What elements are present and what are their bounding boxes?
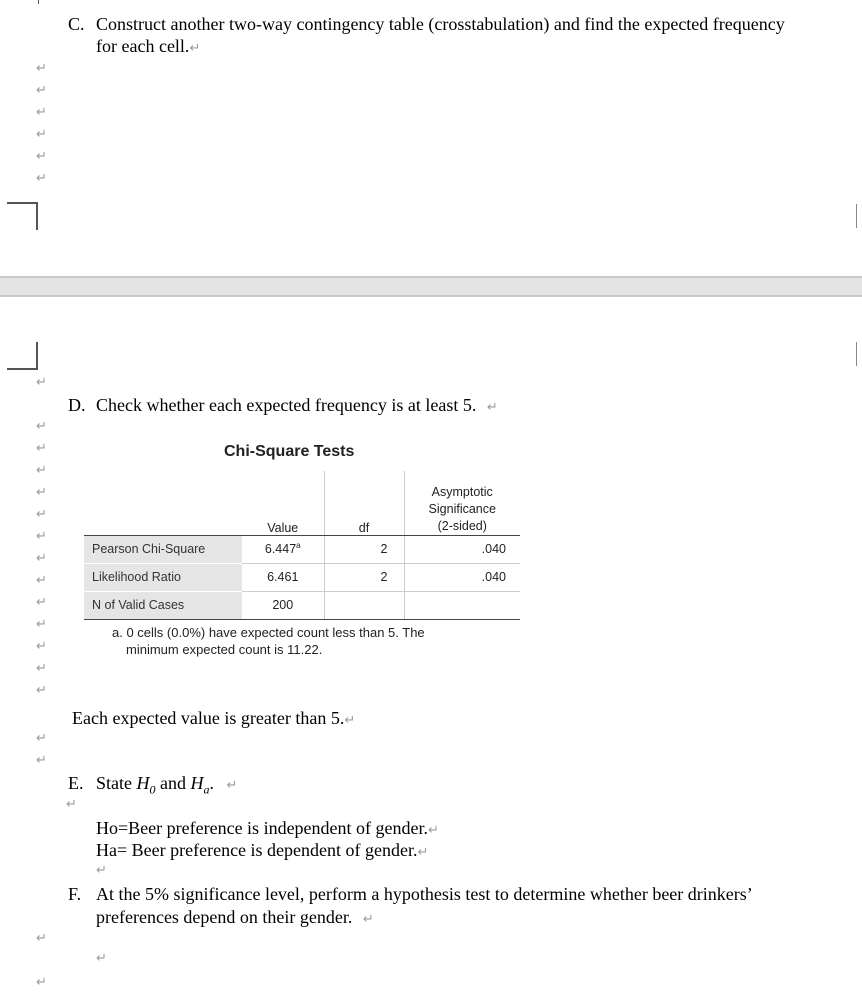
section-e-prefix: State [96, 773, 137, 793]
header-empty-cell [84, 471, 242, 535]
section-e-and: and [155, 773, 191, 793]
cell-df: 2 [324, 535, 404, 563]
paragraph-return-icon: ↵ [36, 127, 47, 142]
header-df: df [324, 471, 404, 535]
row-label-n-valid: N of Valid Cases [84, 591, 242, 619]
page-top-corner-mark [7, 342, 38, 370]
cell-value [242, 535, 324, 563]
ho-statement: Ho=Beer preference is independent of gender. [96, 818, 429, 838]
paragraph-return-icon: ↵ [36, 507, 47, 522]
header-sig-line3: (2-sided) [437, 518, 487, 533]
paragraph-return-icon: ↵ [36, 529, 47, 544]
section-f-line2: preferences depend on their gender. [96, 907, 353, 927]
paragraph-return-icon: ↵ [66, 797, 77, 812]
paragraph-return-icon: ↵ [96, 951, 107, 966]
cell-sig: .040 [404, 535, 520, 563]
ha-symbol [190, 773, 210, 797]
ha-base: H [190, 773, 204, 793]
section-c-line1: Construct another two-way contingency table (crosstabulation) and find the expected frequency [96, 14, 785, 34]
h0-sub: 0 [149, 782, 156, 797]
row-label-likelihood: Likelihood Ratio [84, 563, 242, 591]
header-value: Value [242, 471, 324, 535]
paragraph-return-icon: ↵ [36, 595, 47, 610]
paragraph-return-icon: ↵ [36, 171, 47, 186]
section-e-heading [96, 772, 237, 801]
paragraph-return-icon: ↵ [36, 485, 47, 500]
header-significance [404, 471, 520, 535]
page-bottom-corner-mark [7, 202, 38, 230]
paragraph-return-icon: ↵ [96, 863, 107, 878]
paragraph-return-icon: ↵ [36, 975, 47, 990]
table-footnote [112, 624, 425, 658]
paragraph-return-icon: ↵ [36, 661, 47, 676]
cell-value: 6.461 [242, 563, 324, 591]
table-row [84, 535, 520, 563]
row-label-pearson: Pearson Chi-Square [84, 535, 242, 563]
paragraph-return-icon: ↵ [36, 61, 47, 76]
paragraph-return-icon: ↵ [36, 463, 47, 478]
paragraph-return-icon: ↵ [36, 617, 47, 632]
paragraph-return-icon: ↵ [36, 149, 47, 164]
page-right-edge-mark [856, 342, 857, 366]
section-c-label: C. [68, 14, 85, 34]
answer-d-text: Each expected value is greater than 5. [72, 708, 345, 728]
section-f-line2-wrap [96, 906, 374, 928]
paragraph-return-icon: ↵ [36, 375, 47, 390]
ha-statement: Ha= Beer preference is dependent of gender. [96, 840, 418, 860]
section-c-text [96, 13, 785, 35]
footnote-line2: minimum expected count is 11.22. [126, 642, 323, 657]
cell-value: 200 [242, 591, 324, 619]
paragraph-return-icon: ↵ [36, 551, 47, 566]
section-d-text: Check whether each expected frequency is at least 5. [96, 395, 477, 415]
page-right-edge-mark [856, 204, 857, 228]
paragraph-return-icon: ↵ [362, 912, 374, 927]
table-header-row [84, 471, 520, 535]
paragraph-return-icon: ↵ [428, 823, 439, 838]
section-f-label: F. [68, 884, 82, 904]
table-row [84, 563, 520, 591]
paragraph-return-icon: ↵ [36, 83, 47, 98]
page-corner-mark [30, 0, 39, 4]
ha-sub: a [203, 782, 210, 797]
section-e-suffix: . [209, 773, 214, 793]
cell-df: 2 [324, 563, 404, 591]
section-c-line2-wrap [96, 35, 200, 57]
h0-base: H [136, 773, 150, 793]
cell-df [324, 591, 404, 619]
paragraph-return-icon: ↵ [486, 400, 498, 415]
cell-sig [404, 591, 520, 619]
paragraph-return-icon: ↵ [36, 639, 47, 654]
chi-square-table [84, 471, 520, 620]
paragraph-return-icon: ↵ [36, 753, 47, 768]
ha-statement-wrap [96, 839, 428, 861]
paragraph-return-icon: ↵ [344, 713, 356, 728]
footnote-line1: a. 0 cells (0.0%) have expected count less than 5. The [112, 625, 425, 640]
paragraph-return-icon: ↵ [189, 41, 201, 56]
chi-square-table-title: Chi-Square Tests [224, 443, 355, 460]
table-row [84, 591, 520, 619]
answer-d-wrap [72, 707, 355, 729]
page-break-gap [0, 276, 862, 297]
paragraph-return-icon: ↵ [36, 731, 47, 746]
section-d-label: D. [68, 395, 86, 415]
section-c-line2: for each cell. [96, 36, 190, 56]
paragraph-return-icon: ↵ [36, 683, 47, 698]
paragraph-return-icon: ↵ [36, 441, 47, 456]
section-d-text-wrap [96, 394, 498, 416]
paragraph-return-icon: ↵ [226, 778, 238, 793]
ho-statement-wrap [96, 817, 439, 839]
paragraph-return-icon: ↵ [36, 105, 47, 120]
section-f-line1: At the 5% significance level, perform a hypothesis test to determine whether beer drinkers’ [96, 884, 753, 904]
paragraph-return-icon: ↵ [417, 845, 429, 860]
header-sig-line2: Significance [428, 501, 496, 516]
footnote-marker: a [296, 541, 301, 551]
header-sig-line1: Asymptotic [431, 484, 493, 499]
paragraph-return-icon: ↵ [36, 419, 47, 434]
paragraph-return-icon: ↵ [36, 573, 47, 588]
cell-sig: .040 [404, 563, 520, 591]
h0-symbol [136, 773, 156, 797]
paragraph-return-icon: ↵ [36, 931, 47, 946]
section-e-label: E. [68, 773, 84, 793]
pearson-value: 6.447 [264, 542, 297, 557]
